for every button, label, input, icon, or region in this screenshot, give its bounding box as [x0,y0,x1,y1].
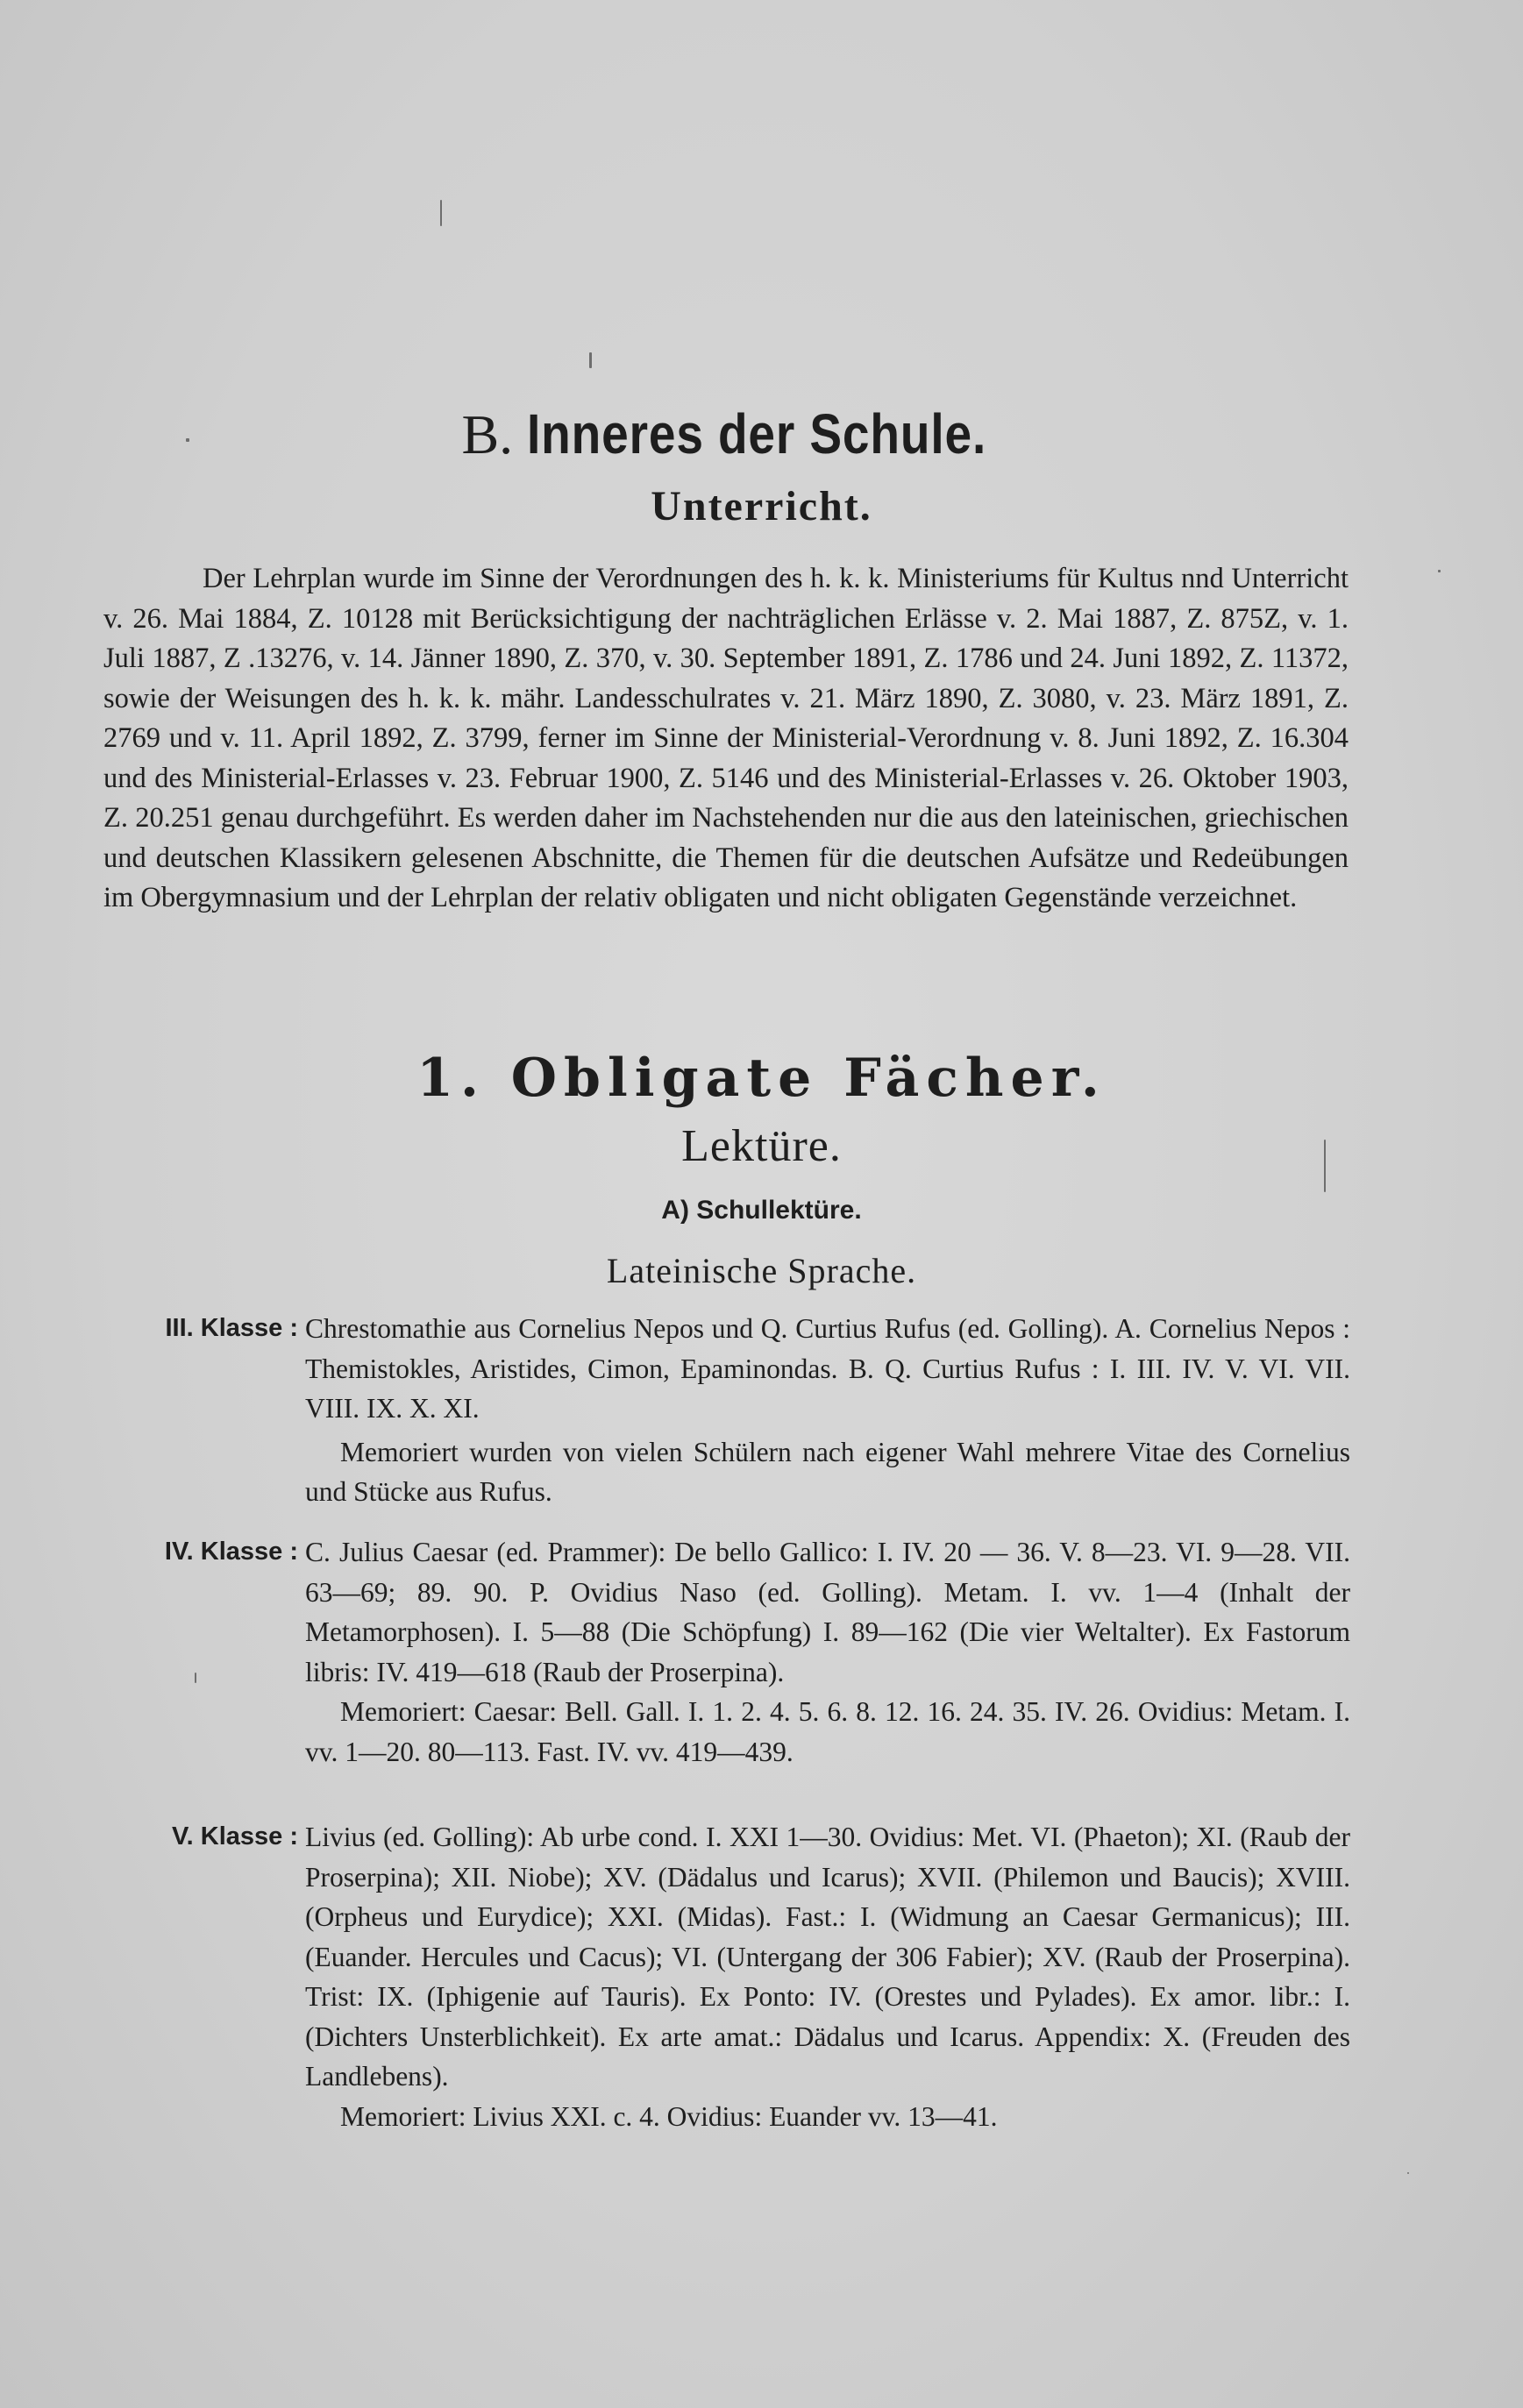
intro-paragraph: Der Lehrplan wurde im Sinne der Verordnungen des h. k. k. Ministeriums für Kultus nnd Unterricht v. 26. Mai 1884, Z. 10128 mit Berücksichtigung der nachträglichen Erlässe v. 2. Mai 1887, Z. 875Z, v. 1. Juli 1887, Z .13276, v. 14. Jänner 1890, Z. 370, v. 30. September 1891, Z. 1786 und 24. Juni 1892, Z. 11372, sowie der Weisungen des h. k. k. mähr. Landesschulrates v. 21. März 1890, Z. 3080, v. 23. März 1891, Z. 2769 und v. 11. April 1892, Z. 3799, ferner im Sinne der Ministerial-Verordnung v. 8. Juni 1892, Z. 16.304 und des Ministerial-Erlasses v. 23. Februar 1900, Z. 5146 und des Ministerial-Erlasses v. 26. Oktober 1903, Z. 20.251 genau durchgeführt. Es werden daher im Nachstehenden nur die aus den lateinischen, griechischen und deutschen Klassikern gelesenen Abschnitte, die Themen für die deutschen Aufsätze und Redeübungen im Obergymnasium und der Lehrplan der relativ obligaten und nicht obligaten Gegenstände verzeichnet. [103,563,1349,913]
scan-speck [1438,570,1441,572]
heading-lektuere: Lektüre. [681,1121,842,1171]
class-paragraph: Livius (ed. Golling): Ab urbe cond. I. XXI 1—30. Ovidius: Met. VI. (Phaeton); XI. (Raub der Proserpina); XII. Niobe); XV. (Dädalus und Icarus); XVII. (Philemon und Baucis); XVIII. (Orpheus und Eurydice); XXI. (Midas). Fast.: I. (Widmung an Caesar Germanicus); III. (Euander. Hercules und Cacus); VI. (Untergang der 306 Fabier); XV. (Raub der Proserpina). Trist: IX. (Iphigenie auf Tauris). Ex Ponto: IV. (Orestes und Pylades). Ex amor. libr.: I. (Dichters Unsterblichkeit). Ex arte amat.: Dädalus und Icarus. Appendix: X. (Freuden des Landlebens). [305,1822,1350,2092]
scan-speck [1407,2172,1409,2174]
class-paragraph: C. Julius Caesar (ed. Prammer): De bello Gallico: I. IV. 20 — 36. V. 8—23. VI. 9—28. VII. 63—69; 89. 90. P. Ovidius Naso (ed. Golling). Metam. I. vv. 1—4 (Inhalt der Metamorphosen). I. 5—88 (Die Schöpfung) I. 89—162 (Die vier Weltalter). Ex Fastorum libris: IV. 419—618 (Raub der Proserpina). [305,1537,1350,1687]
class-body [305,1309,1350,1512]
scan-speck [186,438,189,442]
section-title: Inneres der Schule. [527,402,987,465]
heading-obligate-faecher: 1. Obligate Fächer. [416,1048,1107,1109]
scan-speck [195,1673,196,1683]
class-paragraph: Memoriert: Caesar: Bell. Gall. I. 1. 2. 4. 5. 6. 8. 12. 16. 24. 35. IV. 26. Ovidius: Metam. I. vv. 1—20. 80—113. Fast. IV. vv. 419—439. [305,1696,1350,1767]
class-body [305,1817,1350,2136]
scan-speck [440,200,442,226]
subheading-unterricht: Unterricht. [651,483,872,529]
class-body [305,1532,1350,1772]
class-paragraph: Memoriert wurden von vielen Schülern nach eigener Wahl mehrere Vitae des Cornelius und Stücke aus Rufus. [305,1436,1350,1507]
class-label: III. Klasse : [165,1314,298,1342]
heading-lateinische-sprache: Lateinische Sprache. [606,1251,917,1290]
scan-speck [589,352,592,368]
class-label: V. Klasse : [171,1822,298,1850]
class-label: IV. Klasse : [164,1538,298,1566]
scan-speck [1324,1140,1326,1192]
section-letter: B. [461,403,514,465]
section-heading [0,401,1523,467]
class-paragraph: Memoriert: Livius XXI. c. 4. Ovidius: Euander vv. 13—41. [340,2100,998,2132]
heading-schullektuere: A) Schullektüre. [661,1196,862,1225]
class-paragraph: Chrestomathie aus Cornelius Nepos und Q. Curtius Rufus (ed. Golling). A. Cornelius Nepos : Themistokles, Aristides, Cimon, Epaminondas. B. Q. Curtius Rufus : I. III. IV. V. VI. VII. VIII. IX. X. XI. [305,1313,1350,1424]
